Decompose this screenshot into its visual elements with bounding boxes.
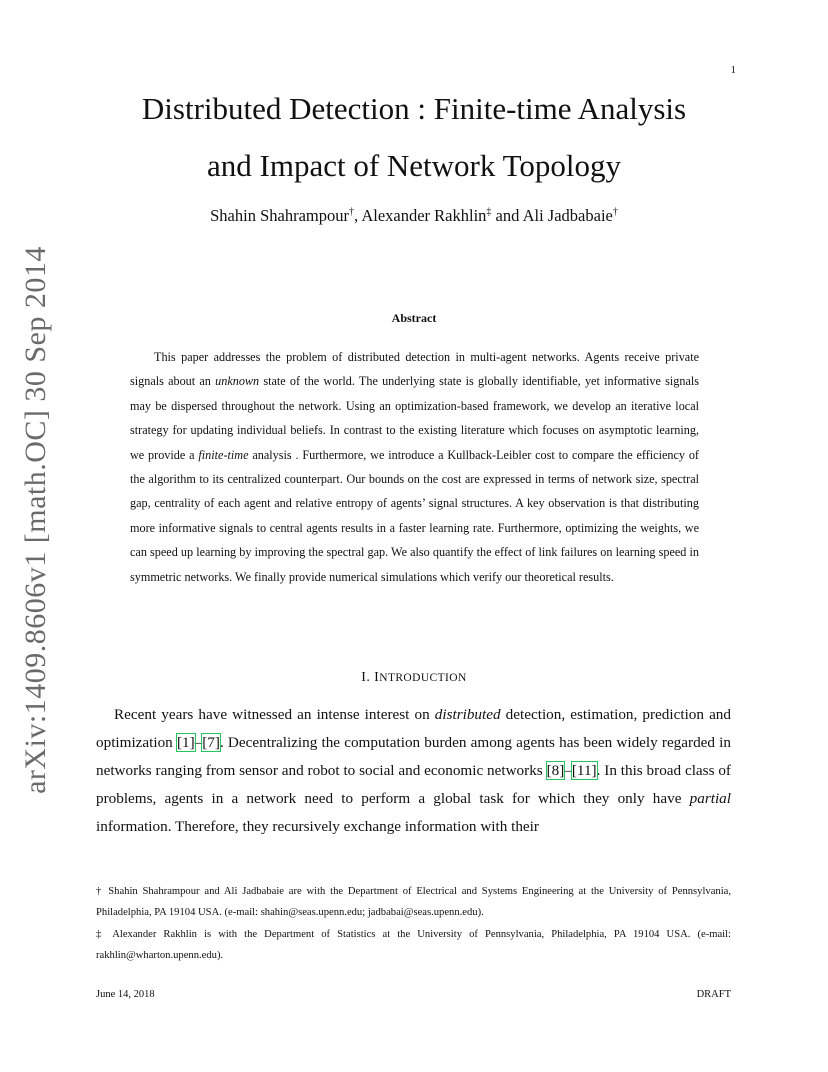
intro-emphasis: partial xyxy=(689,790,731,808)
introduction-paragraph xyxy=(96,701,731,841)
footnote-affiliation-2: ‡ Alexander Rakhlin is with the Department of Statistics at the University of Pennsylvania, Philadelphia, PA 19104 USA. (e-mail: rakhlin@wharton.upenn.edu). xyxy=(96,929,731,961)
affiliation-mark: ‡ xyxy=(486,206,492,218)
intro-text: . Decentralizing the computation burden among agents has been widely regarded in networks ranging from sensor and robot to social and economic networks xyxy=(96,734,731,780)
author-list xyxy=(80,206,748,226)
section-numeral: I. xyxy=(361,670,375,685)
footer-date: June 14, 2018 xyxy=(96,989,155,1000)
affiliation-mark: † xyxy=(612,206,618,218)
citation-link[interactable]: [1] xyxy=(176,734,195,752)
author-name: Shahin Shahrampour xyxy=(210,206,349,225)
citation-link[interactable]: [8] xyxy=(546,762,565,780)
intro-text: detection, estimation, prediction and optimization xyxy=(96,706,731,752)
abstract-heading: Abstract xyxy=(391,311,437,325)
citation-link[interactable]: [11] xyxy=(571,762,597,780)
author-name: Ali Jadbabaie xyxy=(522,206,613,225)
abstract-text-part: This paper addresses the problem of distributed detection in multi-agent networks. Agents receive private signals about an xyxy=(130,350,699,389)
section-first-letter: I xyxy=(374,670,380,685)
abstract-text xyxy=(130,345,699,589)
intro-text: . In this broad class of problems, agents in a network need to perform a global task for which they only have xyxy=(96,762,731,808)
page-number: 1 xyxy=(730,64,736,76)
footnote-affiliation-1: † Shahin Shahrampour and Ali Jadbabaie are with the Department of Electrical and Systems Engineering at the University of Pennsylvania, Philadelphia, PA 19104 USA. (e-mail: shahin@seas.upenn.edu; jadbabai@seas.upenn.edu). xyxy=(96,886,731,918)
title-line-1: Distributed Detection : Finite-time Analysis xyxy=(141,91,687,126)
author-separator: and xyxy=(491,206,523,225)
abstract-text-part: analysis . Furthermore, we introduce a Kullback-Leibler cost to compare the efficiency of the algorithm to its centralized counterpart. Our bounds on the cost are expressed in terms of network size, spectral gap, centrality of each agent and relative entropy of agents’ signal structures. A key observation is that distributing more informative signals to central agents results in a faster learning rate. Furthermore, optimizing the weights, we can speed up learning by improving the spectral gap. We also quantify the effect of link failures on learning speed in symmetric networks. We finally provide numerical simulations which verify our theoretical results. xyxy=(130,447,699,584)
citation-link[interactable]: [7] xyxy=(202,734,220,752)
abstract-emphasis: finite-time xyxy=(198,447,249,462)
author-separator: , xyxy=(353,206,362,225)
affiliation-mark: † xyxy=(348,206,354,218)
abstract-text-part: state of the world. The underlying state is globally identifiable, yet informative signals may be dispersed throughout the network. Using an optimization-based framework, we develop an iterative local strategy for updating individual beliefs. In contrast to the existing literature which focuses on asymptotic learning, we provide a xyxy=(130,374,700,462)
title-line-2: and Impact of Network Topology xyxy=(207,148,621,183)
intro-emphasis: distributed xyxy=(434,706,501,723)
section-heading-introduction xyxy=(80,670,748,686)
author-name: Alexander Rakhlin xyxy=(361,206,487,225)
intro-text: information. Therefore, they recursively exchange information with their xyxy=(96,818,539,836)
section-rest: NTRODUCTION xyxy=(379,672,467,684)
paper-title xyxy=(80,80,748,194)
citation-dash: – xyxy=(564,762,572,780)
abstract-emphasis: unknown xyxy=(215,374,260,389)
footer-draft-label: DRAFT xyxy=(696,989,731,1000)
citation-dash: – xyxy=(194,734,203,752)
arxiv-side-stamp: arXiv:1409.8606v1 [math.OC] 30 Sep 2014 xyxy=(19,246,52,794)
intro-text: Recent years have witnessed an intense interest on xyxy=(114,706,435,723)
